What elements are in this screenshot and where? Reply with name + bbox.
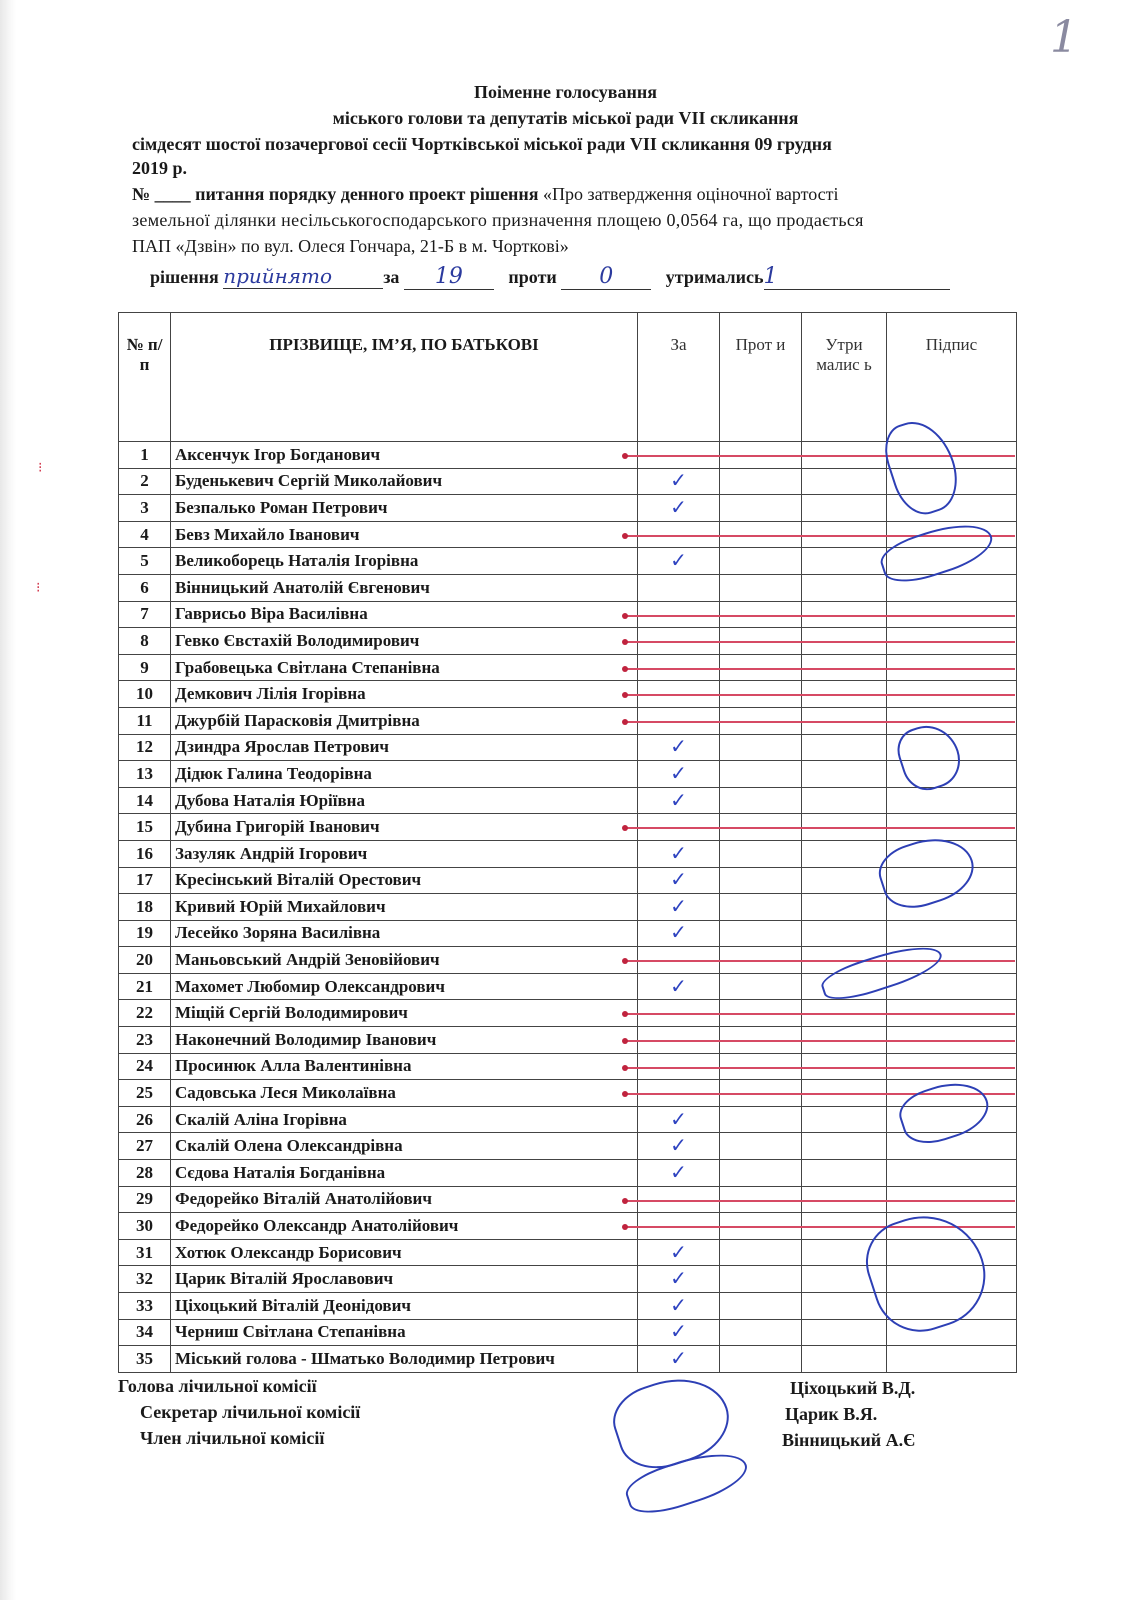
absent-strike-line (625, 1067, 1015, 1069)
row-against (720, 574, 802, 601)
row-abstained (802, 1319, 887, 1346)
absent-strike-line (625, 1013, 1015, 1015)
secretary-name: Царик В.Я. (785, 1404, 878, 1424)
row-name: Дубина Григорій Іванович (171, 814, 638, 841)
margin-mark: ⁝ (38, 461, 43, 476)
row-against (720, 894, 802, 921)
row-abstained (802, 1133, 887, 1160)
check-mark-icon: ✓ (670, 1161, 687, 1184)
row-number: 29 (119, 1186, 171, 1213)
table-row (119, 894, 1017, 921)
row-signature (887, 1160, 1017, 1187)
chair-name: Ціхоцький В.Д. (790, 1378, 916, 1398)
row-for (638, 1319, 720, 1346)
row-abstained (802, 761, 887, 788)
question-line-2: земельної ділянки несільськогосподарського призначення площею 0,0564 га, що продається (132, 210, 864, 230)
row-number: 11 (119, 707, 171, 734)
member-label: Член лічильної комісії (140, 1428, 325, 1448)
row-for (638, 894, 720, 921)
row-against (720, 1133, 802, 1160)
row-abstained (802, 1293, 887, 1320)
row-name: Зазуляк Андрій Ігорович (171, 840, 638, 867)
chair-label: Голова лічильної комісії (118, 1376, 317, 1396)
vote-table (118, 312, 1017, 1373)
check-mark-icon: ✓ (670, 762, 687, 785)
row-number: 31 (119, 1239, 171, 1266)
table-row (119, 495, 1017, 522)
row-against (720, 1239, 802, 1266)
row-name: Демкович Лілія Ігорівна (171, 681, 638, 708)
row-number: 27 (119, 1133, 171, 1160)
check-mark-icon: ✓ (670, 789, 687, 812)
row-for (638, 1266, 720, 1293)
question-line-1 (132, 184, 1032, 205)
row-name: Лесейко Зоряна Василівна (171, 920, 638, 947)
row-number: 26 (119, 1106, 171, 1133)
absent-strike-line (625, 721, 1015, 723)
row-against (720, 1293, 802, 1320)
row-name: Безпалько Роман Петрович (171, 495, 638, 522)
row-against (720, 1346, 802, 1373)
row-name: Скалій Олена Олександрівна (171, 1133, 638, 1160)
row-abstained (802, 574, 887, 601)
check-mark-icon: ✓ (670, 895, 687, 918)
row-abstained (802, 867, 887, 894)
row-name: Федорейко Олександр Анатолійович (171, 1213, 638, 1240)
row-against (720, 1319, 802, 1346)
row-against (720, 548, 802, 575)
row-name: Скалій Аліна Ігорівна (171, 1106, 638, 1133)
row-number: 7 (119, 601, 171, 628)
check-mark-icon: ✓ (670, 550, 687, 573)
check-mark-icon: ✓ (670, 842, 687, 865)
check-mark-icon: ✓ (670, 922, 687, 945)
row-for (638, 1133, 720, 1160)
row-name: Ціхоцький Віталій Деонідович (171, 1293, 638, 1320)
row-abstained (802, 734, 887, 761)
row-signature (887, 920, 1017, 947)
header-for: За (638, 313, 720, 442)
row-number: 30 (119, 1213, 171, 1240)
header-abstained: Утри малис ь (802, 313, 887, 442)
row-number: 24 (119, 1053, 171, 1080)
row-name: Дзиндра Ярослав Петрович (171, 734, 638, 761)
row-number: 18 (119, 894, 171, 921)
table-row (119, 1133, 1017, 1160)
row-name: Наконечний Володимир Іванович (171, 1027, 638, 1054)
row-abstained (802, 468, 887, 495)
check-mark-icon: ✓ (670, 1108, 687, 1131)
session-year: 2019 р. (132, 158, 188, 178)
check-mark-icon: ✓ (670, 1347, 687, 1370)
scan-edge (0, 0, 16, 1600)
row-name: Великоборець Наталія Ігорівна (171, 548, 638, 575)
row-name: Царик Віталій Ярославович (171, 1266, 638, 1293)
absent-strike-line (625, 960, 1015, 962)
header-signature: Підпис (887, 313, 1017, 442)
check-mark-icon: ✓ (670, 869, 687, 892)
row-number: 15 (119, 814, 171, 841)
row-abstained (802, 894, 887, 921)
check-mark-icon: ✓ (670, 1135, 687, 1158)
row-number: 8 (119, 628, 171, 655)
row-number: 35 (119, 1346, 171, 1373)
row-name: Гаврисьо Віра Василівна (171, 601, 638, 628)
page-number: 1 (1050, 12, 1078, 63)
row-signature (887, 787, 1017, 814)
check-mark-icon: ✓ (670, 1321, 687, 1344)
row-name: Хотюк Олександр Борисович (171, 1239, 638, 1266)
row-number: 14 (119, 787, 171, 814)
row-number: 6 (119, 574, 171, 601)
table-row (119, 574, 1017, 601)
row-for (638, 495, 720, 522)
row-for (638, 867, 720, 894)
row-number: 12 (119, 734, 171, 761)
row-number: 25 (119, 1080, 171, 1107)
question-text-1: «Про затвердження оціночної вартості (543, 184, 839, 204)
row-number: 34 (119, 1319, 171, 1346)
row-name: Бевз Михайло Іванович (171, 521, 638, 548)
row-name: Міщій Сергій Володимирович (171, 1000, 638, 1027)
row-for (638, 574, 720, 601)
row-name: Буденькевич Сергій Миколайович (171, 468, 638, 495)
row-name: Махомет Любомир Олександрович (171, 973, 638, 1000)
row-number: 16 (119, 840, 171, 867)
row-number: 10 (119, 681, 171, 708)
absent-strike-line (625, 1040, 1015, 1042)
check-mark-icon: ✓ (670, 1241, 687, 1264)
table-row (119, 1106, 1017, 1133)
row-number: 3 (119, 495, 171, 522)
check-mark-icon: ✓ (670, 1268, 687, 1291)
table-row (119, 1346, 1017, 1373)
table-header-row (119, 313, 1017, 442)
row-name: Дідюк Галина Теодорівна (171, 761, 638, 788)
absent-strike-line (625, 455, 1015, 457)
check-mark-icon: ✓ (670, 496, 687, 519)
row-abstained (802, 495, 887, 522)
check-mark-icon: ✓ (670, 975, 687, 998)
row-against (720, 867, 802, 894)
row-number: 4 (119, 521, 171, 548)
check-mark-icon: ✓ (670, 470, 687, 493)
row-number: 33 (119, 1293, 171, 1320)
row-number: 5 (119, 548, 171, 575)
member-name: Вінницький А.Є (782, 1430, 916, 1450)
row-abstained (802, 1106, 887, 1133)
secretary-label: Секретар лічильної комісії (140, 1402, 361, 1422)
row-against (720, 495, 802, 522)
header-num: № п/п (119, 313, 171, 442)
row-number: 9 (119, 654, 171, 681)
row-for (638, 1239, 720, 1266)
row-number: 23 (119, 1027, 171, 1054)
row-number: 1 (119, 442, 171, 469)
row-number: 22 (119, 1000, 171, 1027)
row-for (638, 1106, 720, 1133)
row-for (638, 973, 720, 1000)
absent-strike-line (625, 615, 1015, 617)
row-number: 20 (119, 947, 171, 974)
row-name: Міський голова - Шматько Володимир Петрович (171, 1346, 638, 1373)
row-for (638, 920, 720, 947)
row-against (720, 840, 802, 867)
row-name: Маньовський Андрій Зеновійович (171, 947, 638, 974)
row-name: Гевко Євстахій Володимирович (171, 628, 638, 655)
table-row (119, 468, 1017, 495)
row-abstained (802, 1346, 887, 1373)
row-name: Джурбій Парасковія Дмитрівна (171, 707, 638, 734)
row-number: 2 (119, 468, 171, 495)
check-mark-icon: ✓ (670, 736, 687, 759)
row-for (638, 468, 720, 495)
absent-strike-line (625, 1200, 1015, 1202)
row-abstained (802, 548, 887, 575)
row-for (638, 787, 720, 814)
row-name: Вінницький Анатолій Євгенович (171, 574, 638, 601)
row-against (720, 761, 802, 788)
decision-label: рішення (150, 267, 219, 287)
check-mark-icon: ✓ (670, 1294, 687, 1317)
row-number: 21 (119, 973, 171, 1000)
decision-line (150, 264, 1020, 290)
row-name: Просинюк Алла Валентинівна (171, 1053, 638, 1080)
for-count: 19 (404, 264, 494, 290)
absent-strike-line (625, 694, 1015, 696)
session-line: сімдесят шостої позачергової сесії Чортківської міської ради VII скликання 09 грудня (132, 134, 832, 154)
row-name: Кресінський Віталій Орестович (171, 867, 638, 894)
row-abstained (802, 920, 887, 947)
page-subtitle: міського голови та депутатів міської ради VII скликання (332, 108, 799, 128)
row-abstained (802, 840, 887, 867)
row-against (720, 973, 802, 1000)
page-title: Поіменне голосування (473, 82, 658, 102)
row-name: Сєдова Наталія Богданівна (171, 1160, 638, 1187)
row-for (638, 761, 720, 788)
row-for (638, 734, 720, 761)
row-name: Грабовецька Світлана Степанівна (171, 654, 638, 681)
row-name: Дубова Наталія Юріївна (171, 787, 638, 814)
against-count: 0 (561, 264, 651, 290)
table-row (119, 920, 1017, 947)
row-number: 13 (119, 761, 171, 788)
row-number: 19 (119, 920, 171, 947)
table-row (119, 1160, 1017, 1187)
row-against (720, 1160, 802, 1187)
row-against (720, 1266, 802, 1293)
row-against (720, 468, 802, 495)
row-name: Черниш Світлана Степанівна (171, 1319, 638, 1346)
row-name: Аксенчук Ігор Богданович (171, 442, 638, 469)
row-for (638, 1346, 720, 1373)
table-row (119, 761, 1017, 788)
for-label: за (383, 267, 400, 287)
row-for (638, 1160, 720, 1187)
question-prefix: № ____ питання порядку денного проект рішення (132, 184, 544, 204)
row-number: 32 (119, 1266, 171, 1293)
row-for (638, 840, 720, 867)
row-signature (887, 1346, 1017, 1373)
row-abstained (802, 787, 887, 814)
absent-strike-line (625, 668, 1015, 670)
table-row (119, 787, 1017, 814)
header-name: ПРІЗВИЩЕ, ІМ’Я, ПО БАТЬКОВІ (171, 313, 638, 442)
row-against (720, 734, 802, 761)
header-against: Прот и (720, 313, 802, 442)
abstained-count: 1 (764, 264, 950, 290)
absent-strike-line (625, 641, 1015, 643)
row-against (720, 920, 802, 947)
row-name: Кривий Юрій Михайлович (171, 894, 638, 921)
decision-value: прийнято (223, 264, 383, 289)
row-name: Садовська Леся Миколаївна (171, 1080, 638, 1107)
margin-mark: ⁝ (36, 581, 41, 596)
row-number: 17 (119, 867, 171, 894)
row-name: Федорейко Віталій Анатолійович (171, 1186, 638, 1213)
row-abstained (802, 1160, 887, 1187)
row-for (638, 548, 720, 575)
against-label: проти (508, 267, 557, 287)
absent-strike-line (625, 827, 1015, 829)
abstained-label: утримались (665, 267, 764, 287)
row-for (638, 1293, 720, 1320)
row-against (720, 1106, 802, 1133)
question-line-3: ПАП «Дзвін» по вул. Олеся Гончара, 21-Б в м. Чорткові» (132, 236, 569, 256)
table-row (119, 1319, 1017, 1346)
table-row (119, 734, 1017, 761)
row-against (720, 787, 802, 814)
row-number: 28 (119, 1160, 171, 1187)
